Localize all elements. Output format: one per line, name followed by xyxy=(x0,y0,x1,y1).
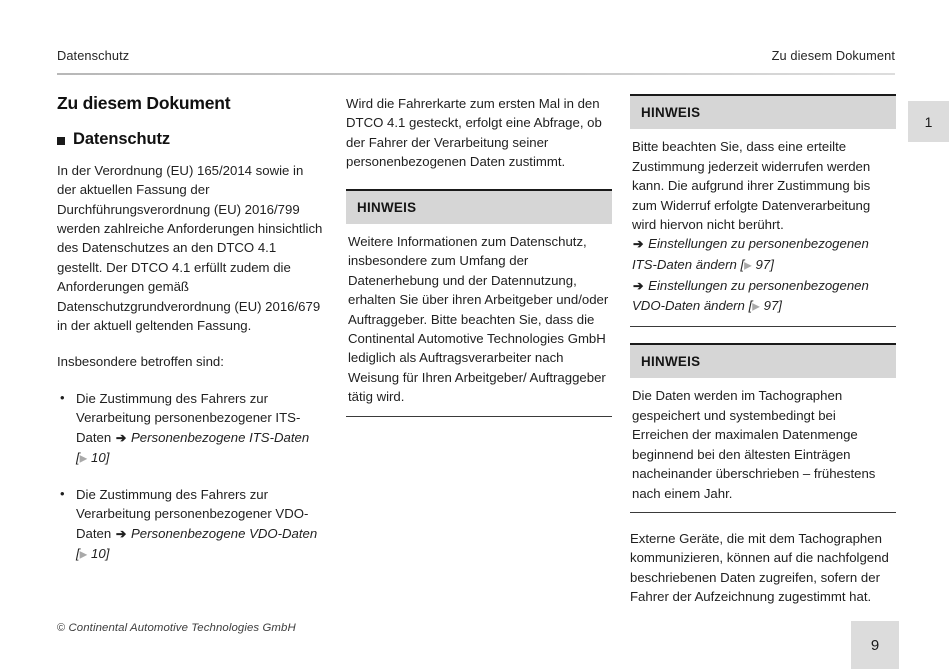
page-reference[interactable] xyxy=(76,450,109,465)
arrow-right-icon: ➔ xyxy=(115,430,127,445)
page-number: 9 xyxy=(851,621,899,669)
paragraph-regulation: In der Verordnung (EU) 165/2014 sowie in der aktuellen Fassung der Durchführungsverordnung (EU) 2016/799 werden zahlreiche Anforderungen hinsichtlich des Datenschutzes an den DTCO 4.1 gestellt. Der DTCO 4.1 erfüllt zudem die Anforderungen gemäß Datenschutzgrundverordnung (EU) 2016/679 in der aktuell geltenden Fassung. xyxy=(57,162,323,334)
paragraph-affected-intro: Insbesondere betroffen sind: xyxy=(57,354,224,370)
note-box-title: HINWEIS xyxy=(346,189,612,224)
page-title: Zu diesem Dokument xyxy=(57,93,231,113)
page-reference-number: 97 xyxy=(763,298,779,314)
note-box xyxy=(630,343,896,513)
note-box-title: HINWEIS xyxy=(630,94,896,129)
list-item xyxy=(57,389,325,469)
page-reference-close: ] xyxy=(778,298,782,314)
page-reference-number: 10 xyxy=(91,546,106,562)
page-reference[interactable] xyxy=(76,546,109,561)
column-left xyxy=(57,94,325,565)
footer-copyright-text: Continental Automotive Technologies GmbH xyxy=(68,622,296,634)
page-reference-number: 10 xyxy=(91,450,106,466)
section-heading-label: Datenschutz xyxy=(73,130,170,149)
triangle-right-icon: ▶ xyxy=(752,301,760,313)
page-reference[interactable] xyxy=(749,298,782,313)
note-box-body xyxy=(630,378,896,512)
page-reference-close: ] xyxy=(770,256,774,272)
note-box-title: HINWEIS xyxy=(630,343,896,378)
square-bullet-icon xyxy=(57,137,65,145)
cross-reference-line xyxy=(632,234,894,275)
page-reference-open: [ xyxy=(748,298,753,314)
page-reference-close: ] xyxy=(105,450,110,466)
triangle-right-icon: ▶ xyxy=(79,549,88,561)
arrow-right-icon: ➔ xyxy=(633,237,644,252)
cross-reference-link[interactable]: Personenbezogene VDO-Daten xyxy=(131,525,318,541)
affected-list xyxy=(57,389,325,565)
copyright-icon: © xyxy=(57,622,66,634)
note-box-body xyxy=(630,129,896,327)
column-middle xyxy=(346,94,612,433)
list-item-text: Die Zustimmung des Fahrers zur Verarbeitung personenbezogener ITS-Daten xyxy=(76,390,301,445)
triangle-right-icon: ▶ xyxy=(79,453,88,465)
cross-reference-link[interactable]: Einstellungen zu personenbezogenen VDO-Daten ändern xyxy=(632,277,869,314)
arrow-right-icon: ➔ xyxy=(633,278,644,293)
page-reference-close: ] xyxy=(105,546,110,562)
paragraph-first-card-insert: Wird die Fahrerkarte zum ersten Mal in den DTCO 4.1 gesteckt, erfolgt eine Abfrage, ob der Fahrer der Verarbeitung seiner personenbezogenen Daten zustimmt. xyxy=(346,96,602,170)
page-reference-open: [ xyxy=(76,546,80,562)
page-reference-open: [ xyxy=(76,450,80,466)
paragraph-external-devices: Externe Geräte, die mit dem Tachographen kommunizieren, können auf die nachfolgend beschriebenen Daten zugreifen, sofern der Fahrer der Aufzeichnung zugestimmt hat. xyxy=(630,530,889,605)
list-item xyxy=(57,485,325,565)
page-reference[interactable] xyxy=(741,257,774,272)
triangle-right-icon: ▶ xyxy=(744,260,752,272)
list-item-text: Die Zustimmung des Fahrers zur Verarbeitung personenbezogener VDO-Daten xyxy=(76,487,309,541)
note-box-body xyxy=(346,224,612,417)
column-right xyxy=(630,94,896,607)
cross-reference-link[interactable]: Einstellungen zu personenbezogenen ITS-Daten ändern xyxy=(632,236,869,272)
note-box xyxy=(630,94,896,327)
running-header-left: Datenschutz xyxy=(57,48,130,63)
chapter-tab-marker: 1 xyxy=(908,101,949,142)
cross-reference-line xyxy=(632,276,894,317)
page-reference-open: [ xyxy=(740,256,745,272)
note-box-text: Weitere Informationen zum Datenschutz, insbesondere zum Umfang der Datenerhebung und der Datennutzung, erhalten Sie über ihren Arbeitgeber und/oder Auftraggeber. Bitte beachten Sie, dass die Continental Automotive Technologies GmbH lediglich als Auftragsverarbeiter nach Weisung für Ihren Arbeitgeber/ Auftraggeber tätig wird. xyxy=(348,234,609,405)
note-box-text: Bitte beachten Sie, dass eine erteilte Zustimmung jederzeit widerrufen werden kann. Die aufgrund ihrer Zustimmung bis zum Widerruf erfolgte Datenverarbeitung wird hiervon nicht berührt. xyxy=(632,139,871,233)
section-heading xyxy=(57,130,325,149)
footer-copyright xyxy=(57,622,296,634)
page-reference-number: 97 xyxy=(755,256,771,272)
running-header-right: Zu diesem Dokument xyxy=(771,48,895,63)
header-divider-rule xyxy=(57,73,895,75)
note-box xyxy=(346,189,612,417)
note-box-text: Die Daten werden im Tachographen gespeichert und systembedingt bei Erreichen der maximalen Datenmenge beginnend bei den ältesten Einträgen nacheinander überschrieben – frühestens nach einem Jahr. xyxy=(632,388,876,501)
arrow-right-icon: ➔ xyxy=(115,526,127,541)
running-header xyxy=(57,48,895,72)
cross-reference-link[interactable]: Personenbezogene ITS-Daten xyxy=(131,429,310,445)
